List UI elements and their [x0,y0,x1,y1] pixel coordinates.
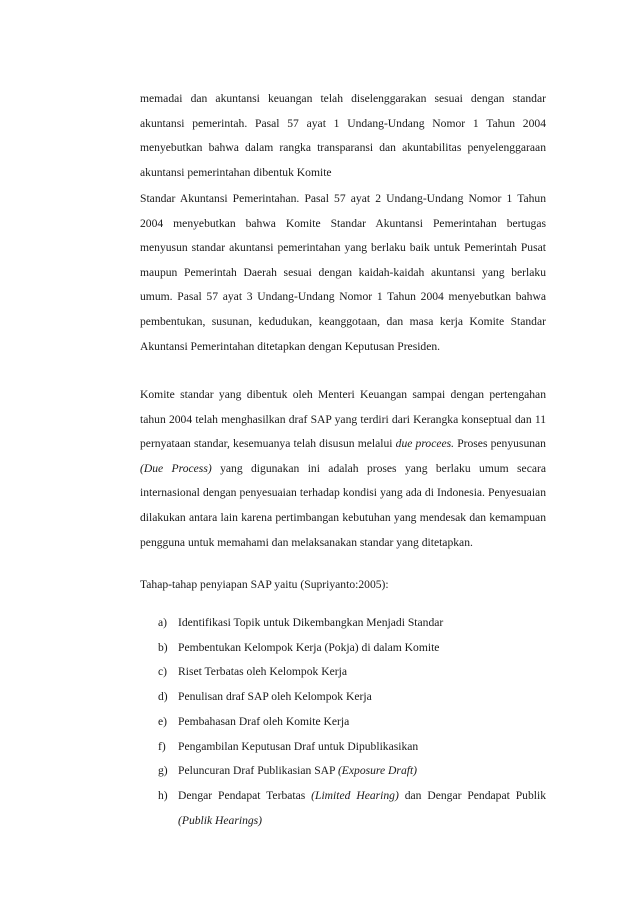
list-item-text-italic: (Limited Hearing) [311,788,399,802]
list-item [158,636,546,661]
list-item-text-main: Peluncuran Draf Publikasian SAP [178,764,336,778]
list-marker: d) [158,690,168,704]
list-item [158,784,546,833]
list-marker: b) [158,640,168,654]
list-item-text: Pembahasan Draf oleh Komite Kerja [178,714,350,728]
paragraph-4 [140,573,546,598]
paragraph-2 [140,187,546,359]
list-marker: e) [158,714,168,728]
paragraph-1 [140,87,546,185]
stages-list [158,611,546,833]
paragraph-2-text: Standar Akuntansi Pemerintahan. Pasal 57 ayat 2 Undang-Undang Nomor 1 Tahun 2004 menyebutkan bahwa Komite Standar Akuntansi Pemerintahan bertugas menyusun standar akuntansi pemerintahan yang berlaku baik untuk Pemerintah Pusat maupun Pemerintah Daerah sesuai dengan kaidah-kaidah akuntansi yang berlaku umum. Pasal 57 ayat 3 Undang-Undang Nomor 1 Tahun 2004 menyebutkan bahwa pembentukan, susunan, kedudukan, keanggotaan, dan masa kerja Komite Standar Akuntansi Pemerintahan ditetapkan dengan Keputusan Presiden. [140,192,546,353]
paragraph-4-text: Tahap-tahap penyiapan SAP yaitu (Supriyanto:2005): [140,578,389,591]
list-item [158,710,546,735]
list-item-text-tail: dan Dengar Pendapat Publik [404,788,546,802]
list-item [158,759,546,784]
list-marker: g) [158,764,168,778]
list-item-text: Identifikasi Topik untuk Dikembangkan Menjadi Standar [178,616,444,629]
list-item [158,685,546,710]
list-item-text-italic: (Exposure Draft) [337,764,418,778]
paragraph-3-italic-b: (Due Process) [140,461,212,475]
list-item [158,735,546,760]
paragraph-3-text-c: yang digunakan ini adalah proses yang berlaku umum secara internasional dengan penyesuaian terhadap kondisi yang ada di Indonesia. Penyesuaian dilakukan antara lain karena pertimbangan kebutuhan yang mendesak dan kemampuan pengguna untuk memahami dan melaksanakan standar yang ditetapkan. [140,461,546,549]
list-item-text: Pengambilan Keputusan Draf untuk Dipublikasikan [178,739,419,753]
list-item [158,660,546,685]
list-item-text: Penulisan draf SAP oleh Kelompok Kerja [178,690,372,704]
list-marker: f) [158,739,166,753]
paragraph-3 [140,383,546,555]
list-item-text: Riset Terbatas oleh Kelompok Kerja [178,665,347,679]
list-item-text: Pembentukan Kelompok Kerja (Pokja) di dalam Komite [178,640,440,654]
paragraph-3-italic-a: due procees. [395,437,455,451]
list-item-text-main: Dengar Pendapat Terbatas [178,788,306,802]
list-item-text [178,784,546,833]
paragraph-3-text-b: Proses penyusunan [457,437,546,451]
paragraph-3-text-a: Komite standar yang dibentuk oleh Menteri Keuangan sampai dengan pertengahan tahun 2004 telah menghasilkan draf SAP yang terdiri dari Kerangka konseptual dan 11 pernyataan standar, kesemuanya telah disusun melalui [140,388,546,451]
list-item [158,611,546,636]
list-marker: h) [158,788,168,802]
list-item-text [178,759,546,784]
list-marker: a) [158,616,168,629]
list-item-text-italic-2: (Publik Hearings) [178,813,263,827]
paragraph-1-text: memadai dan akuntansi keuangan telah diselenggarakan sesuai dengan standar akuntansi pemerintah. Pasal 57 ayat 1 Undang-Undang Nomor 1 Tahun 2004 menyebutkan bahwa dalam rangka transparansi dan akuntabilitas penyelenggaraan akuntansi pemerintahan dibentuk Komite [140,92,546,179]
list-marker: c) [158,665,168,679]
